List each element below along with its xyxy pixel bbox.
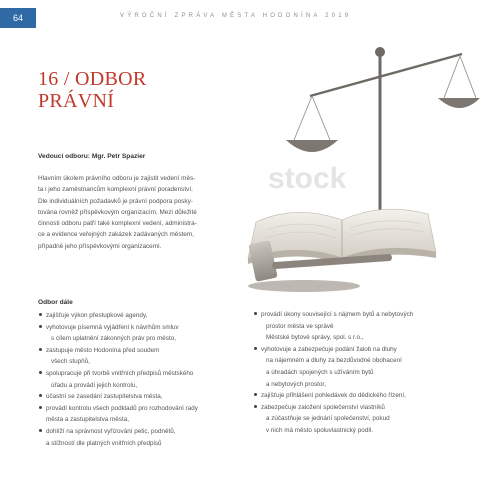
list-item-line: Městské bytové správy, spol. s r.o.,	[266, 334, 364, 342]
head-of-department: Vedoucí odboru: Mgr. Petr Spazier	[38, 153, 146, 160]
list-item-line: a stížností dle platných vnitřních předpisů	[46, 439, 162, 447]
list-item-line: a nebytových prostor,	[266, 380, 326, 388]
svg-text:stock: stock	[268, 162, 347, 195]
intro-line: ta i jeho zaměstnancům komplexní právní poradenství.	[38, 186, 193, 194]
duties-list-left	[38, 310, 258, 449]
scales-of-justice-illustration	[232, 36, 480, 294]
list-item	[253, 402, 463, 437]
list-item-line: všech stupňů,	[51, 358, 90, 366]
list-item	[253, 309, 463, 344]
list-item-line: účastní se zasedání zastupitelstva města,	[46, 393, 163, 401]
list-item-line: zajišťuje výkon přestupkové agendy,	[46, 312, 148, 319]
list-item	[38, 403, 258, 426]
list-item-line: zajišťuje přihlášení pohledávek do dědického řízení,	[261, 392, 406, 400]
chapter-title	[38, 68, 147, 112]
book-icon	[248, 209, 436, 264]
list-item-line: na nájemném a dluhy za bezdůvodné obohacení	[266, 357, 402, 365]
intro-line: tována rovněž příspěvkovým organizacím. Mezi důležité	[38, 208, 197, 216]
chapter-title-line-2: PRÁVNÍ	[38, 90, 115, 112]
list-item	[38, 322, 258, 345]
list-item	[38, 368, 258, 391]
list-item	[38, 310, 258, 322]
intro-line: Dle individuálních požadavků je právní podpora posky-	[38, 197, 193, 205]
list-item	[253, 344, 463, 390]
list-item-line: zabezpečuje založení společenství vlastníků	[261, 403, 385, 411]
intro-line: Hlavním úkolem právního odboru je zajistit vedení měs-	[38, 175, 196, 182]
list-item-line: v nich má město spoluvlastnický podíl.	[266, 426, 374, 434]
list-item-line: dohlíží na správnost vyřizování petic, podnětů,	[46, 427, 176, 435]
intro-line: případně jeho příspěvkovými organizacemi.	[38, 242, 162, 250]
list-item-line: s cílem uplatnění zákonných práv pro město,	[51, 335, 176, 343]
list-item	[38, 391, 258, 403]
list-item-line: úřadu a provádí jejich kontrolu,	[51, 381, 138, 389]
chapter-title-line-1: 16 / ODBOR	[38, 68, 147, 90]
list-item-line: provádí kontrolu všech podkladů pro rozhodování rady	[46, 404, 198, 412]
intro-paragraph	[38, 173, 258, 252]
list-item-line: a zúčastňuje se jednání společenství, pokud	[266, 415, 390, 423]
running-header: VÝROČNÍ ZPRÁVA MĚSTA HODONÍNA 2019	[120, 13, 352, 19]
intro-line: ce a evidence veřejných zakázek zadávaných městem,	[38, 231, 194, 239]
list-item-line: a úhradách spojených s užíváním bytů	[266, 368, 374, 376]
duties-heading: Odbor dále	[38, 299, 73, 306]
page-number: 64	[0, 8, 36, 28]
list-item	[253, 390, 463, 402]
list-item-line: vyhotovuje písemná vyjádření k návrhům smluv	[46, 323, 179, 331]
list-item-line: prostor města ve správě	[266, 322, 334, 330]
list-item-line: spolupracuje při tvorbě vnitřních předpisů městského	[46, 369, 194, 377]
duties-list-right	[253, 309, 463, 437]
list-item-line: města a zastupitelstva města,	[46, 416, 129, 424]
list-item-line: zastupuje město Hodonína před soudem	[46, 346, 160, 354]
list-item	[38, 426, 258, 449]
list-item-line: vyhotovuje a zabezpečuje podání žalob na dluhy	[261, 345, 397, 353]
list-item	[38, 345, 258, 368]
list-item-line: provádí úkony související s nájmem bytů a nebytových	[261, 311, 414, 318]
intro-line: činnosti odboru patří také komplexní vedení, administra-	[38, 220, 197, 228]
